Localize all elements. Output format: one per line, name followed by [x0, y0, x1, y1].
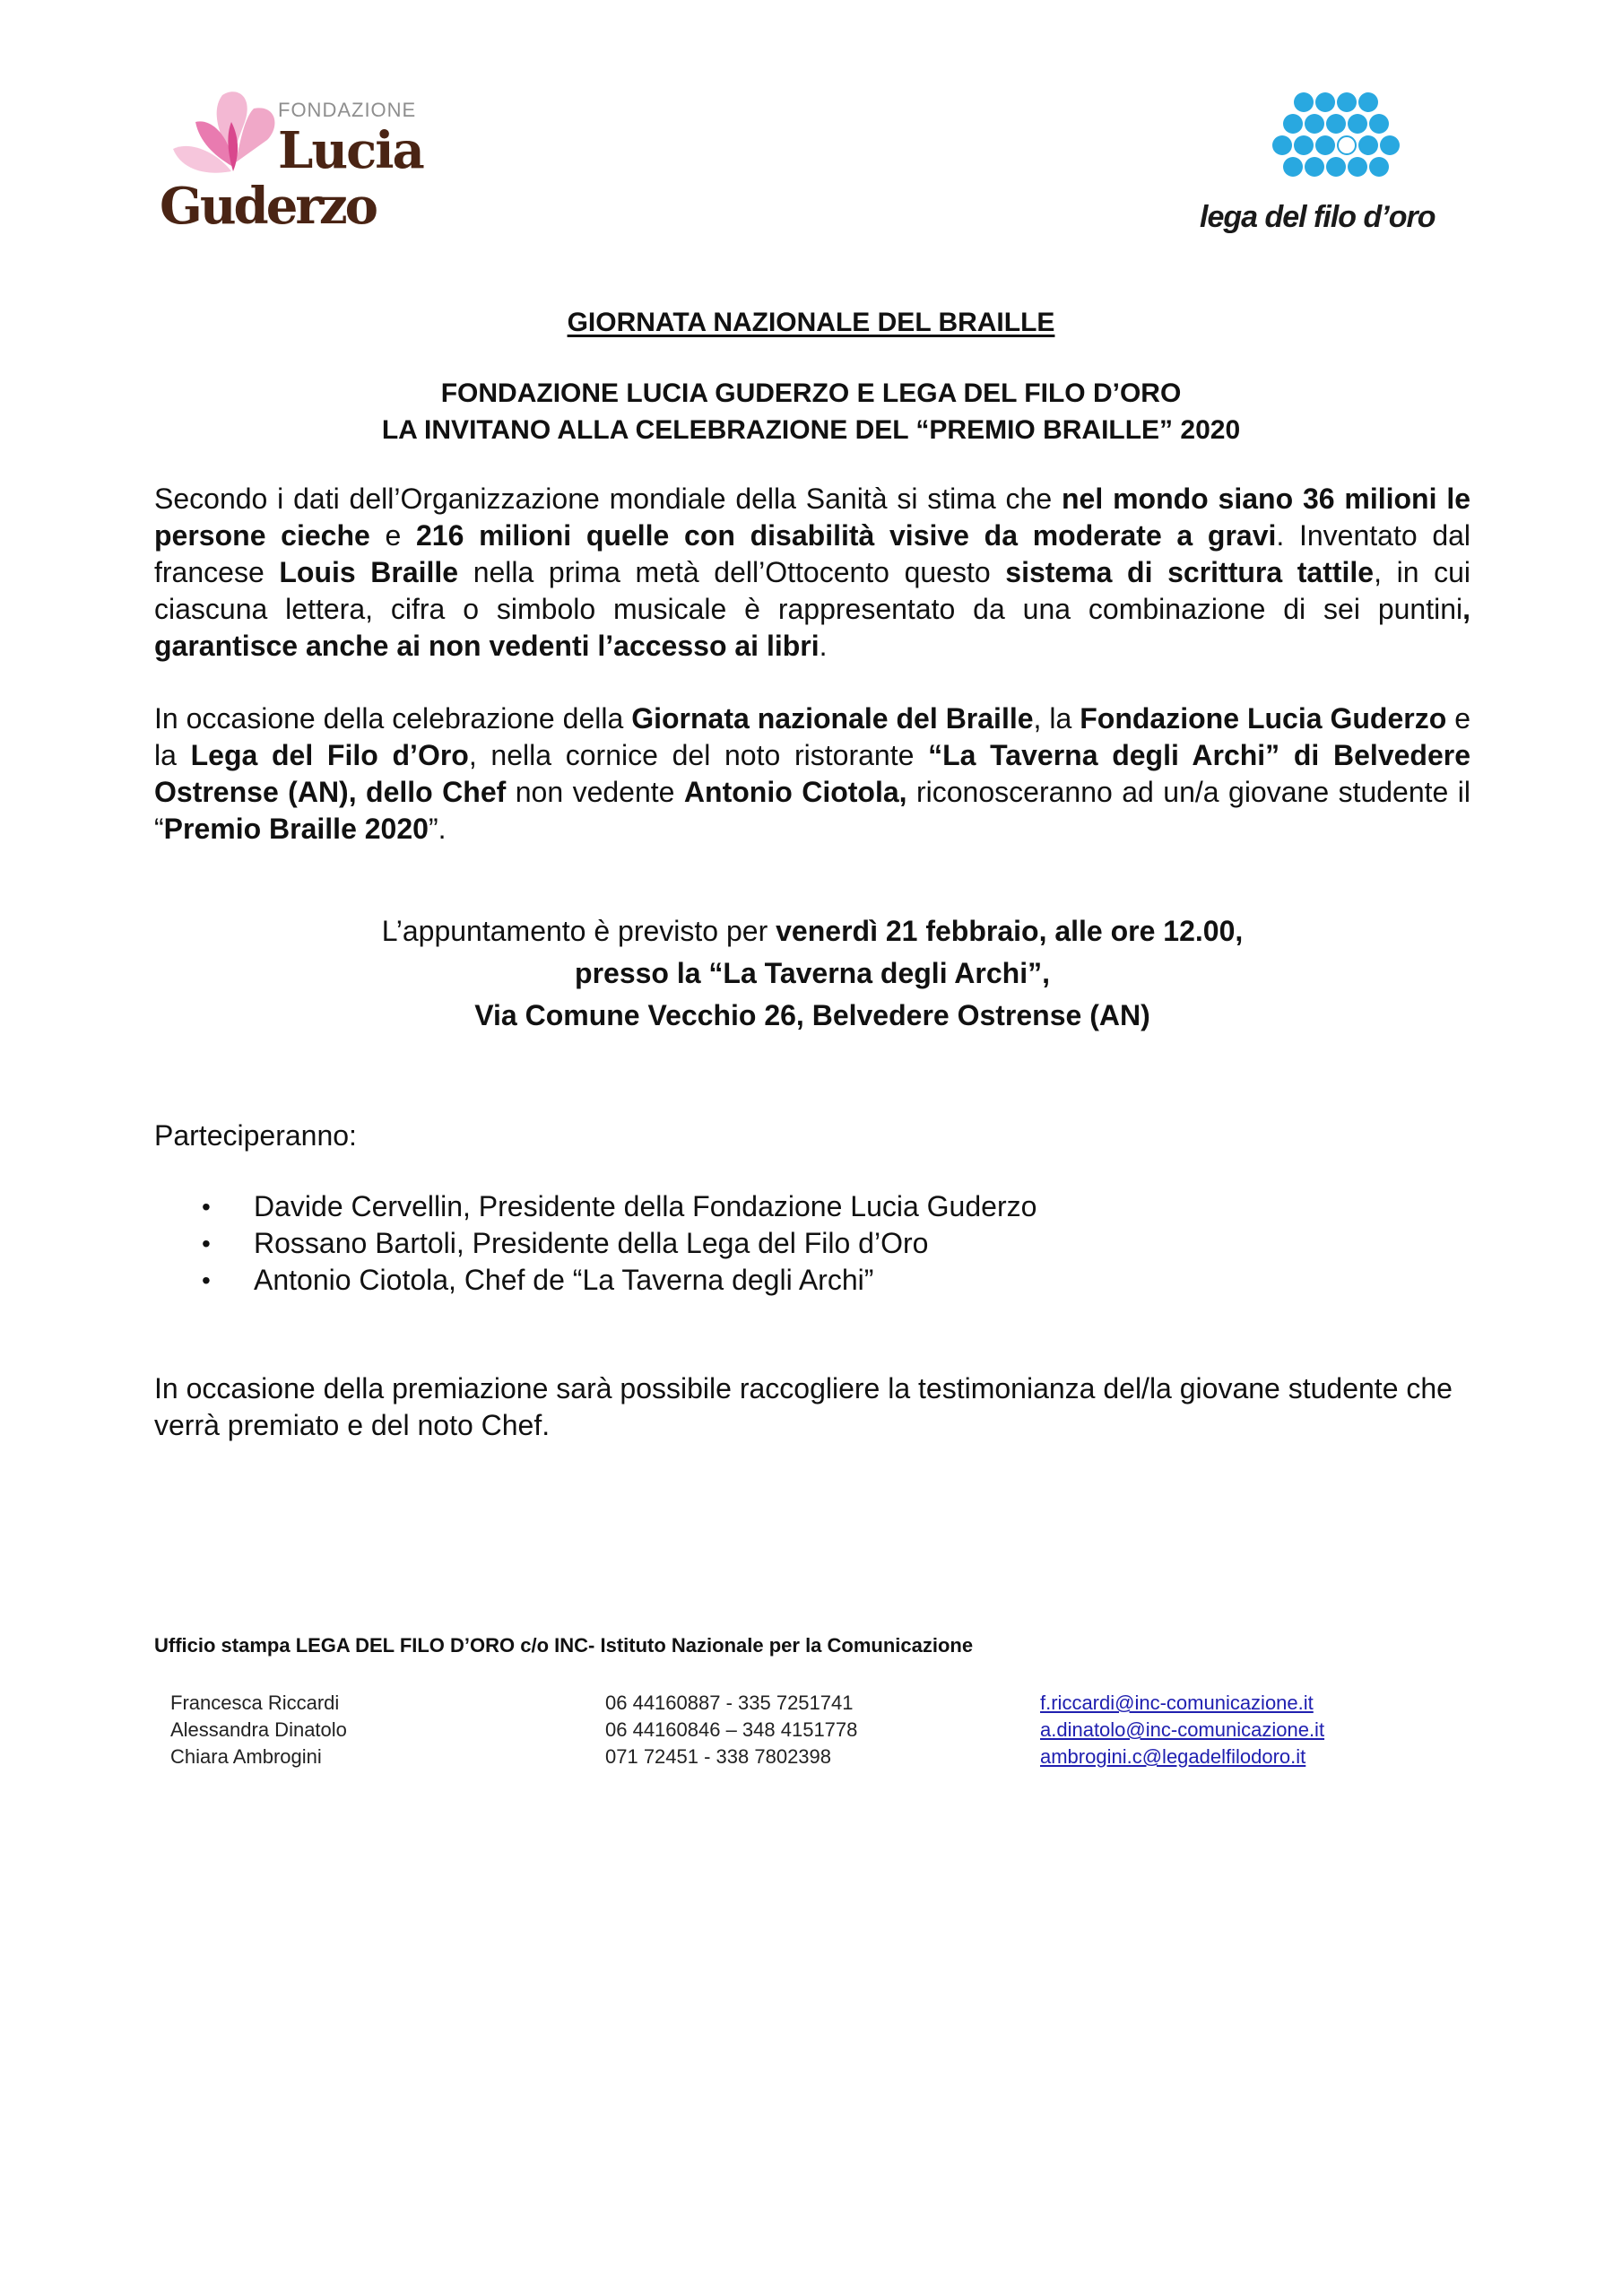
participants-list — [202, 1188, 1622, 1299]
flower-petals-icon — [169, 86, 294, 185]
contact-phone: 071 72451 - 338 7802398 — [605, 1745, 832, 1768]
contact-name: Francesca Riccardi — [170, 1692, 340, 1714]
appointment-date — [154, 910, 1470, 952]
appointment-details — [154, 910, 1470, 1037]
text-run-bold: Antonio Ciotola, — [683, 776, 907, 808]
appointment-venue: presso la “La Taverna degli Archi”, — [575, 957, 1050, 989]
press-office-heading: Ufficio stampa LEGA DEL FILO D’ORO c/o INC- Istituto Nazionale per la Comunicazione — [154, 1634, 974, 1657]
bullet-icon: • — [202, 1230, 211, 1257]
appointment-address: Via Comune Vecchio 26, Belvedere Ostrense (AN) — [474, 999, 1150, 1031]
fondazione-lucia-guderzo-logo — [160, 86, 447, 239]
braille-dots-icon — [1264, 90, 1417, 184]
text-run: riconosceranno ad un/a giovane studente il “ — [154, 776, 1471, 845]
subtitle-line-1: FONDAZIONE LUCIA GUDERZO E LEGA DEL FILO D’ORO — [440, 378, 1182, 408]
bullet-icon: • — [202, 1266, 211, 1294]
text-run: , in cui ciascuna lettera, cifra o simbolo musicale è rappresentato da una combinazione di sei puntini — [154, 556, 1471, 625]
text-run-bold: Louis Braille — [279, 556, 459, 588]
header — [0, 0, 1622, 269]
document-title: GIORNATA NAZIONALE DEL BRAILLE — [567, 308, 1055, 337]
paragraph-who-statistics — [154, 481, 1470, 665]
list-item — [202, 1188, 1622, 1225]
contact-emails-column — [1040, 1690, 1324, 1770]
text-run-bold: 216 milioni quelle con disabilità visive da moderate a gravi — [416, 519, 1277, 552]
text-run-bold: nel mondo siano 36 milioni le persone cieche — [154, 483, 1471, 552]
text-run: , la — [1033, 702, 1080, 735]
participants-label: Parteciperanno: — [154, 1119, 357, 1152]
paragraph-testimony: In occasione della premiazione sarà possibile raccogliere la testimonianza del/la giovane studente che verrà premiato e del noto Chef. — [154, 1372, 1453, 1441]
contact-name: Chiara Ambrogini — [170, 1745, 322, 1768]
text-run: In occasione della celebrazione della — [154, 702, 632, 735]
text-run: non vedente — [506, 776, 684, 808]
text-run: nella prima metà dell’Ottocento questo — [458, 556, 1006, 588]
logo-lucia-text: Lucia — [278, 121, 423, 180]
contact-name: Alessandra Dinatolo — [170, 1718, 347, 1741]
document-body — [0, 305, 1622, 1779]
text-run: Secondo i dati dell’Organizzazione mondiale della Sanità si stima che — [154, 483, 1062, 515]
list-item — [202, 1262, 1622, 1299]
text-run: , nella cornice del noto ristorante — [468, 739, 929, 771]
participant-name: Davide Cervellin, Presidente della Fondazione Lucia Guderzo — [254, 1190, 1037, 1222]
text-run: e — [369, 519, 416, 552]
participant-name: Rossano Bartoli, Presidente della Lega del Filo d’Oro — [254, 1227, 929, 1259]
contacts-table — [0, 1690, 1622, 1779]
list-item — [202, 1225, 1622, 1262]
text-run-bold: , garantisce anche ai non vedenti l’accesso ai libri — [154, 593, 1470, 662]
text-run-bold: Giornata nazionale del Braille — [631, 702, 1034, 735]
text-run: e la — [154, 702, 1471, 771]
email-link[interactable]: ambrogini.c@legadelfilodoro.it — [1040, 1745, 1306, 1768]
contact-phone: 06 44160846 – 348 4151778 — [605, 1718, 858, 1741]
text-run-bold: Lega del Filo d’Oro — [190, 739, 469, 771]
logo-fondazione-text: FONDAZIONE — [278, 99, 417, 121]
text-run-bold: venerdì 21 febbraio, alle ore 12.00, — [776, 915, 1244, 947]
email-link[interactable]: f.riccardi@inc-comunicazione.it — [1040, 1692, 1314, 1714]
logo-lega-text: lega del filo d’oro — [1200, 200, 1436, 234]
paragraph-event-description — [154, 700, 1470, 848]
text-run: L’appuntamento è previsto per — [381, 915, 776, 947]
text-run-bold: Fondazione Lucia Guderzo — [1080, 702, 1447, 735]
subtitle-line-2: LA INVITANO ALLA CELEBRAZIONE DEL “PREMIO BRAILLE” 2020 — [381, 415, 1241, 445]
document-subtitle — [0, 375, 1622, 448]
participant-name: Antonio Ciotola, Chef de “La Taverna degli Archi” — [254, 1264, 874, 1296]
text-run-bold: sistema di scrittura tattile — [1005, 556, 1375, 588]
lega-del-filo-doro-logo — [1193, 90, 1515, 247]
text-run-bold: Premio Braille 2020 — [163, 813, 429, 845]
bullet-icon: • — [202, 1193, 211, 1221]
logo-guderzo-text: Guderzo — [160, 177, 376, 236]
text-run-bold: “La Taverna degli Archi” di Belvedere Ostrense (AN), dello Chef — [154, 739, 1471, 808]
email-link[interactable]: a.dinatolo@inc-comunicazione.it — [1040, 1718, 1325, 1741]
contact-phone: 06 44160887 - 335 7251741 — [605, 1692, 854, 1714]
contact-phones-column — [605, 1690, 857, 1770]
text-run: . Inventato dal francese — [154, 519, 1471, 588]
text-run: ”. — [428, 813, 447, 845]
text-run: . — [819, 630, 828, 662]
contact-names-column — [170, 1690, 347, 1770]
